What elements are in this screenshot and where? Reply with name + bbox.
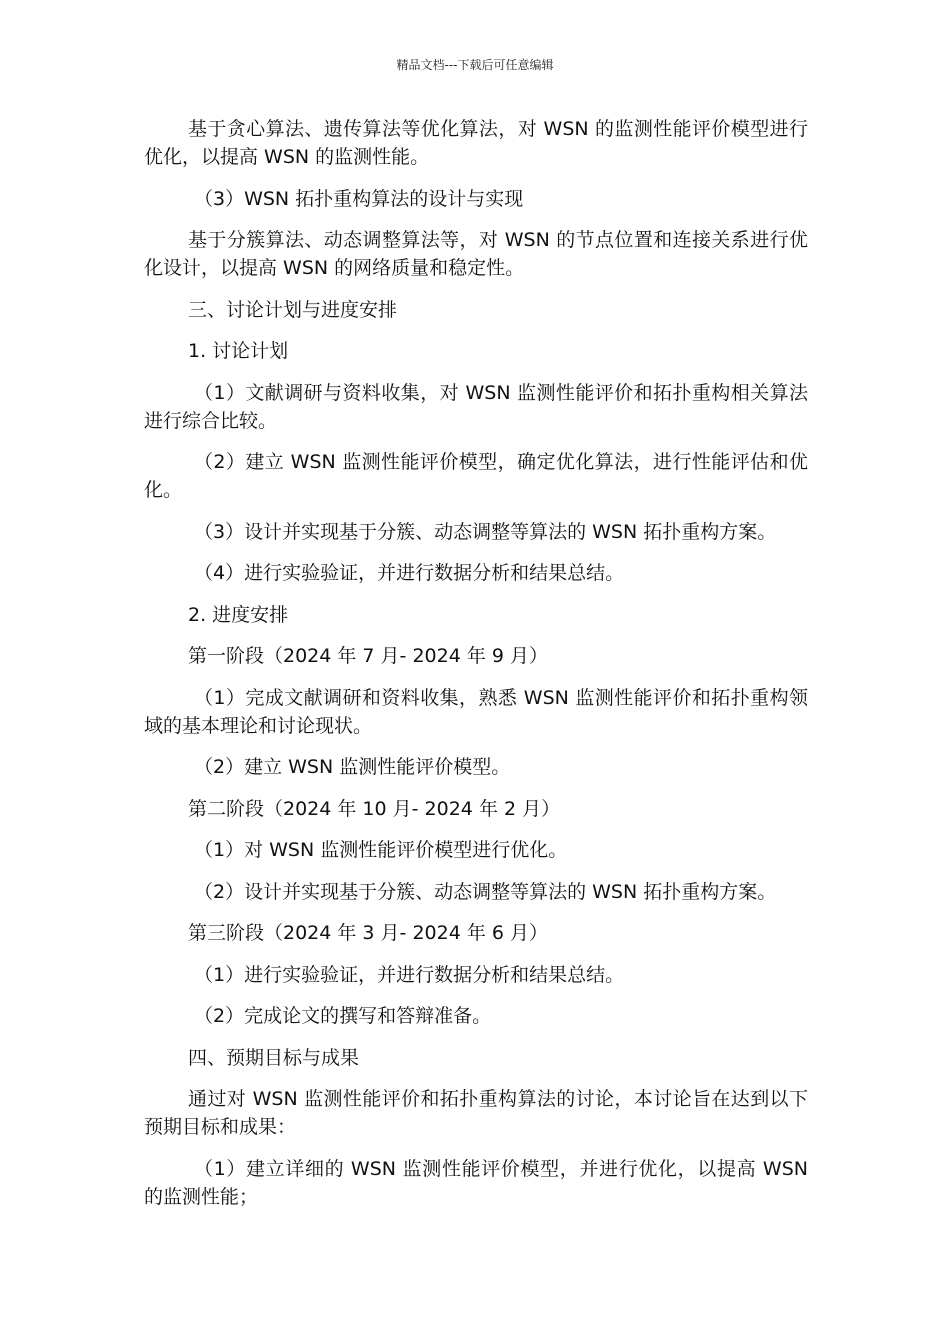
paragraph-goals-intro: 通过对 WSN 监测性能评价和拓扑重构算法的讨论，本讨论旨在达到以下预期目标和成果： bbox=[144, 1088, 808, 1138]
subheading-schedule: 2. 进度安排 bbox=[188, 603, 289, 626]
phase-2-item-2: （2）设计并实现基于分簇、动态调整等算法的 WSN 拓扑重构方案。 bbox=[194, 880, 777, 903]
goal-item-1: （1）建立详细的 WSN 监测性能评价模型，并进行优化，以提高 WSN 的监测性能； bbox=[144, 1157, 808, 1208]
paragraph-optimization-method: 基于贪心算法、遗传算法等优化算法，对 WSN 的监测性能评价模型进行优化，以提高 WSN 的监测性能。 bbox=[144, 118, 808, 168]
phase-2-item-1: （1）对 WSN 监测性能评价模型进行优化。 bbox=[194, 839, 568, 861]
plan-item-1: （1）文献调研与资料收集，对 WSN 监测性能评价和拓扑重构相关算法进行综合比较。 bbox=[144, 381, 808, 432]
paragraph-topology-algorithm-body: 基于分簇算法、动态调整算法等，对 WSN 的节点位置和连接关系进行优化设计，以提高 WSN 的网络质量和稳定性。 bbox=[144, 229, 808, 279]
section-heading-plan-schedule: 三、讨论计划与进度安排 bbox=[188, 298, 398, 321]
phase-2-heading: 第二阶段（2024 年 10 月- 2024 年 2 月） bbox=[188, 797, 561, 820]
phase-1-item-1: （1）完成文献调研和资料收集，熟悉 WSN 监测性能评价和拓扑重构领域的基本理论和讨论现状。 bbox=[144, 686, 808, 737]
plan-item-2: （2）建立 WSN 监测性能评价模型，确定优化算法，进行性能评估和优化。 bbox=[144, 451, 808, 501]
phase-1-item-2: （2）建立 WSN 监测性能评价模型。 bbox=[194, 756, 511, 778]
plan-item-3: （3）设计并实现基于分簇、动态调整等算法的 WSN 拓扑重构方案。 bbox=[194, 520, 777, 543]
document-body bbox=[144, 115, 808, 1224]
phase-3-item-2: （2）完成论文的撰写和答辩准备。 bbox=[194, 1005, 492, 1027]
plan-item-4: （4）进行实验验证，并进行数据分析和结果总结。 bbox=[194, 562, 625, 584]
phase-1-heading: 第一阶段（2024 年 7 月- 2024 年 9 月） bbox=[188, 645, 549, 667]
phase-3-item-1: （1）进行实验验证，并进行数据分析和结果总结。 bbox=[194, 963, 625, 986]
phase-3-heading: 第三阶段（2024 年 3 月- 2024 年 6 月） bbox=[188, 922, 549, 944]
section-heading-goals: 四、预期目标与成果 bbox=[188, 1046, 360, 1069]
subheading-discussion-plan: 1. 讨论计划 bbox=[188, 340, 289, 362]
page-header: 精品文档---下载后可任意编辑 bbox=[396, 58, 554, 72]
paragraph-topology-algorithm-heading: （3）WSN 拓扑重构算法的设计与实现 bbox=[194, 187, 524, 210]
